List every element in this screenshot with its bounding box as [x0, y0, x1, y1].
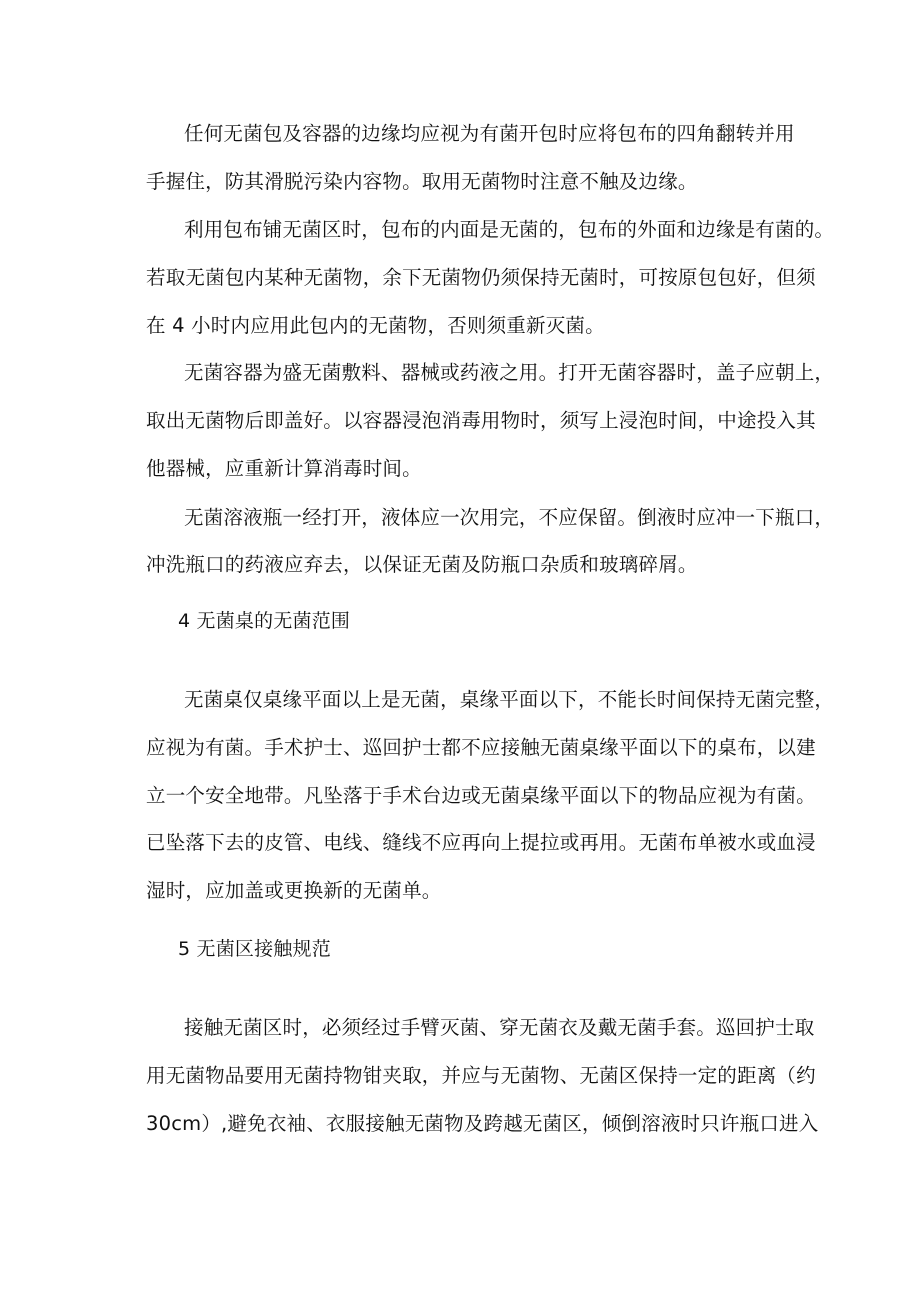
paragraph-line: 若取无菌包内某种无菌物，余下无菌物仍须保持无菌时，可按原包包好，但须 [146, 266, 816, 289]
paragraph-line: 取出无菌物后即盖好。以容器浸泡消毒用物时，须写上浸泡时间，中途投入其 [146, 409, 816, 432]
paragraph-line: 任何无菌包及容器的边缘均应视为有菌开包时应将包布的四角翻转并用 [184, 122, 795, 145]
paragraph-line: 利用包布铺无菌区时，包布的内面是无菌的，包布的外面和边缘是有菌的。 [184, 218, 835, 241]
paragraph-line: 无菌桌仅桌缘平面以上是无菌，桌缘平面以下，不能长时间保持无菌完整， [184, 688, 835, 711]
paragraph-line: 冲洗瓶口的药液应弃去，以保证无菌及防瓶口杂质和玻璃碎屑。 [146, 553, 698, 576]
paragraph-line: 无菌溶液瓶一经打开，液体应一次用完，不应保留。倒液时应冲一下瓶口， [184, 506, 835, 529]
paragraph-line: 他器械，应重新计算消毒时间。 [146, 457, 422, 480]
paragraph-line: 应视为有菌。手术护士、巡回护士都不应接触无菌桌缘平面以下的桌布，以建 [146, 736, 816, 759]
paragraph-line: 用无菌物品要用无菌持物钳夹取，并应与无菌物、无菌区保持一定的距离（约 [146, 1064, 816, 1087]
paragraph-line: 已坠落下去的皮管、电线、缝线不应再向上提拉或再用。无菌布单被水或血浸 [146, 831, 816, 854]
paragraph-line: 无菌容器为盛无菌敷料、器械或药液之用。打开无菌容器时，盖子应朝上， [184, 361, 835, 384]
section-heading: 4 无菌桌的无菌范围 [178, 610, 351, 632]
paragraph-line: 手握住，防其滑脱污染内容物。取用无菌物时注意不触及边缘。 [146, 170, 698, 193]
paragraph-line: 立一个安全地带。凡坠落于手术台边或无菌桌缘平面以下的物品应视为有菌。 [146, 784, 816, 807]
section-heading: 5 无菌区接触规范 [178, 938, 331, 960]
paragraph-line: 30cm）,避免衣袖、衣服接触无菌物及跨越无菌区，倾倒溶液时只许瓶口进入 [146, 1112, 819, 1135]
paragraph-line: 接触无菌区时，必须经过手臂灭菌、穿无菌衣及戴无菌手套。巡回护士取 [184, 1016, 815, 1039]
paragraph-line: 湿时，应加盖或更换新的无菌单。 [146, 879, 442, 902]
paragraph-line: 在 4 小时内应用此包内的无菌物，否则须重新灭菌。 [146, 314, 605, 337]
